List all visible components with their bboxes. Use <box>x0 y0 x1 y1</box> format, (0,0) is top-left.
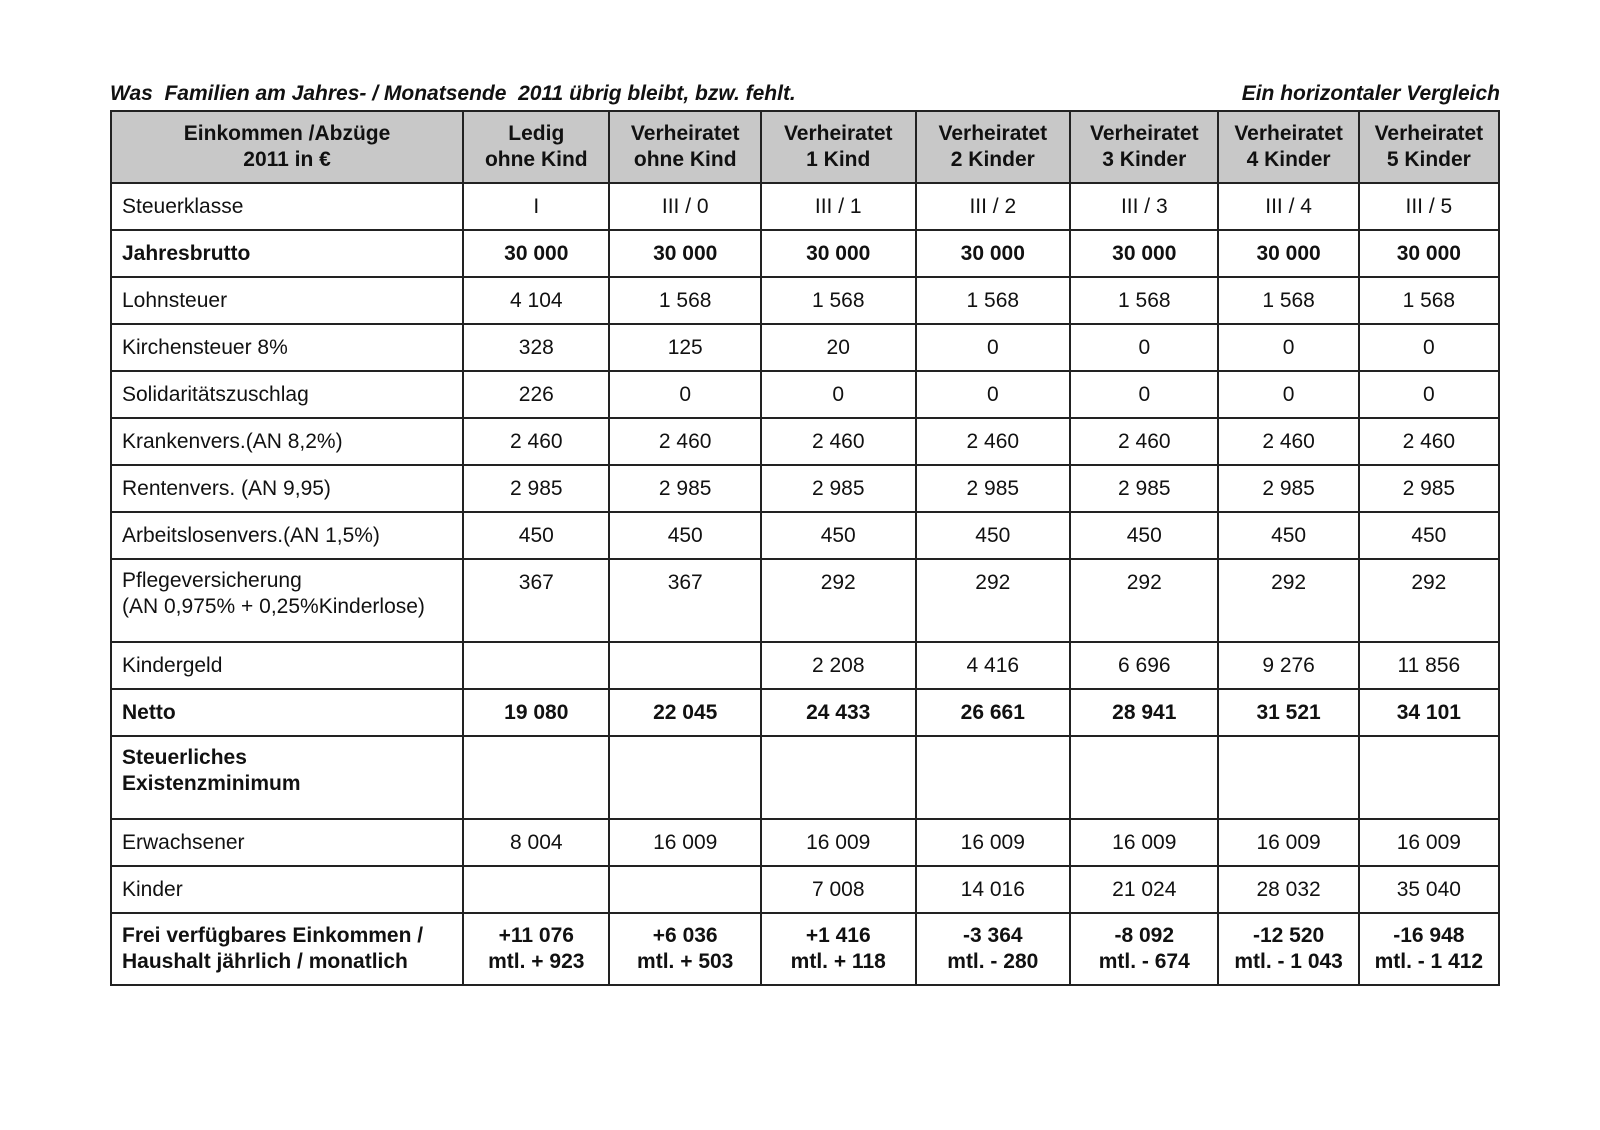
table-cell: 450 <box>1070 512 1218 559</box>
table-cell: 292 <box>916 559 1071 642</box>
comparison-table <box>110 110 1500 986</box>
table-cell: 19 080 <box>463 689 609 736</box>
table-cell: 30 000 <box>916 230 1071 277</box>
table-cell: 22 045 <box>609 689 760 736</box>
table-cell: 292 <box>1070 559 1218 642</box>
table-cell: 2 985 <box>761 465 916 512</box>
table-cell: 1 568 <box>916 277 1071 324</box>
column-header-income: Einkommen /Abzüge 2011 in € <box>111 111 463 183</box>
table-cell: 28 032 <box>1218 866 1358 913</box>
table-cell: 11 856 <box>1359 642 1499 689</box>
table-cell: 35 040 <box>1359 866 1499 913</box>
table-header-row <box>111 111 1499 183</box>
table-row <box>111 230 1499 277</box>
row-label: Arbeitslosenvers.(AN 1,5%) <box>111 512 463 559</box>
table-cell: 8 004 <box>463 819 609 866</box>
table-cell <box>609 736 760 819</box>
table-row <box>111 183 1499 230</box>
column-header-married-3-children: Verheiratet 3 Kinder <box>1070 111 1218 183</box>
table-cell: 1 568 <box>1218 277 1358 324</box>
table-cell: 16 009 <box>1070 819 1218 866</box>
table-cell: +6 036 mtl. + 503 <box>609 913 760 985</box>
table-cell: 2 985 <box>1218 465 1358 512</box>
table-cell: 367 <box>463 559 609 642</box>
row-label: Netto <box>111 689 463 736</box>
table-cell: 328 <box>463 324 609 371</box>
table-cell: 2 985 <box>1359 465 1499 512</box>
table-cell: 30 000 <box>761 230 916 277</box>
table-row <box>111 371 1499 418</box>
table-cell: 292 <box>761 559 916 642</box>
table-cell: 292 <box>1218 559 1358 642</box>
table-cell: 450 <box>1218 512 1358 559</box>
table-cell <box>1218 736 1358 819</box>
row-label: Frei verfügbares Einkommen / Haushalt jährlich / monatlich <box>111 913 463 985</box>
table-cell: 30 000 <box>1359 230 1499 277</box>
row-label: Erwachsener <box>111 819 463 866</box>
row-label: Steuerliches Existenzminimum <box>111 736 463 819</box>
table-cell: 7 008 <box>761 866 916 913</box>
table-row <box>111 866 1499 913</box>
table-cell: 2 460 <box>1359 418 1499 465</box>
table-cell: 2 985 <box>463 465 609 512</box>
table-cell <box>916 736 1071 819</box>
table-row <box>111 642 1499 689</box>
table-cell: 31 521 <box>1218 689 1358 736</box>
table-cell: III / 5 <box>1359 183 1499 230</box>
table-row <box>111 913 1499 985</box>
table-cell: 0 <box>1070 371 1218 418</box>
table-cell: 2 460 <box>761 418 916 465</box>
table-cell: 30 000 <box>463 230 609 277</box>
table-cell: +11 076 mtl. + 923 <box>463 913 609 985</box>
table-cell: 34 101 <box>1359 689 1499 736</box>
column-header-married-no-child: Verheiratet ohne Kind <box>609 111 760 183</box>
table-cell <box>1359 736 1499 819</box>
table-cell: 0 <box>916 371 1071 418</box>
table-cell: 6 696 <box>1070 642 1218 689</box>
table-cell: 14 016 <box>916 866 1071 913</box>
table-cell: 2 985 <box>1070 465 1218 512</box>
table-cell: 26 661 <box>916 689 1071 736</box>
table-cell: -12 520 mtl. - 1 043 <box>1218 913 1358 985</box>
table-cell: 1 568 <box>761 277 916 324</box>
table-cell: 0 <box>1359 371 1499 418</box>
column-header-married-5-children: Verheiratet 5 Kinder <box>1359 111 1499 183</box>
table-cell: 226 <box>463 371 609 418</box>
table-body <box>111 183 1499 985</box>
table-cell: 2 460 <box>609 418 760 465</box>
table-cell: -16 948 mtl. - 1 412 <box>1359 913 1499 985</box>
table-cell: 0 <box>1359 324 1499 371</box>
table-cell: 367 <box>609 559 760 642</box>
row-label: Solidaritätszuschlag <box>111 371 463 418</box>
table-cell: 450 <box>916 512 1071 559</box>
table-cell: III / 1 <box>761 183 916 230</box>
table-cell: 450 <box>761 512 916 559</box>
table-cell: 292 <box>1359 559 1499 642</box>
table-cell: +1 416 mtl. + 118 <box>761 913 916 985</box>
row-label: Jahresbrutto <box>111 230 463 277</box>
table-cell: 28 941 <box>1070 689 1218 736</box>
table-cell: 0 <box>916 324 1071 371</box>
table-cell: 450 <box>609 512 760 559</box>
row-label: Kirchensteuer 8% <box>111 324 463 371</box>
row-label: Lohnsteuer <box>111 277 463 324</box>
table-cell: 16 009 <box>761 819 916 866</box>
table-cell <box>609 866 760 913</box>
row-label: Kindergeld <box>111 642 463 689</box>
row-label: Steuerklasse <box>111 183 463 230</box>
table-cell: 20 <box>761 324 916 371</box>
table-cell <box>1070 736 1218 819</box>
table-cell <box>609 642 760 689</box>
table-row <box>111 559 1499 642</box>
document-subtitle: Ein horizontaler Vergleich <box>1241 82 1500 105</box>
table-cell: -8 092 mtl. - 674 <box>1070 913 1218 985</box>
table-cell: 2 985 <box>609 465 760 512</box>
table-cell: 30 000 <box>609 230 760 277</box>
table-cell <box>761 736 916 819</box>
table-cell: 4 416 <box>916 642 1071 689</box>
column-header-married-1-child: Verheiratet 1 Kind <box>761 111 916 183</box>
table-row <box>111 512 1499 559</box>
table-cell <box>463 642 609 689</box>
table-cell: III / 3 <box>1070 183 1218 230</box>
table-cell: 450 <box>1359 512 1499 559</box>
table-cell: 0 <box>609 371 760 418</box>
table-cell: 1 568 <box>609 277 760 324</box>
table-cell: 24 433 <box>761 689 916 736</box>
table-cell: 16 009 <box>916 819 1071 866</box>
row-label: Krankenvers.(AN 8,2%) <box>111 418 463 465</box>
table-cell: 30 000 <box>1070 230 1218 277</box>
table-cell: 2 460 <box>1218 418 1358 465</box>
table-cell: 0 <box>761 371 916 418</box>
table-cell <box>463 866 609 913</box>
row-label: Kinder <box>111 866 463 913</box>
table-row <box>111 324 1499 371</box>
table-cell: III / 0 <box>609 183 760 230</box>
table-cell: I <box>463 183 609 230</box>
table-cell: 2 208 <box>761 642 916 689</box>
row-label: Rentenvers. (AN 9,95) <box>111 465 463 512</box>
table-cell: 125 <box>609 324 760 371</box>
table-cell: 30 000 <box>1218 230 1358 277</box>
column-header-single: Ledig ohne Kind <box>463 111 609 183</box>
table-cell: 0 <box>1218 324 1358 371</box>
table-cell: 16 009 <box>609 819 760 866</box>
table-cell: 450 <box>463 512 609 559</box>
table-row <box>111 465 1499 512</box>
table-cell: 2 460 <box>1070 418 1218 465</box>
table-cell: III / 4 <box>1218 183 1358 230</box>
row-label: Pflegeversicherung (AN 0,975% + 0,25%Kinderlose) <box>111 559 463 642</box>
document-title: Was Familien am Jahres- / Monatsende 2011 übrig bleibt, bzw. fehlt. <box>110 82 796 105</box>
table-cell: 1 568 <box>1070 277 1218 324</box>
table-cell: 21 024 <box>1070 866 1218 913</box>
table-row <box>111 277 1499 324</box>
table-cell <box>463 736 609 819</box>
table-cell: 2 985 <box>916 465 1071 512</box>
table-cell: 9 276 <box>1218 642 1358 689</box>
table-cell: 0 <box>1070 324 1218 371</box>
table-row <box>111 689 1499 736</box>
table-cell: 0 <box>1218 371 1358 418</box>
table-cell: 2 460 <box>463 418 609 465</box>
table-cell: 2 460 <box>916 418 1071 465</box>
table-row <box>111 736 1499 819</box>
table-cell: 1 568 <box>1359 277 1499 324</box>
table-cell: 4 104 <box>463 277 609 324</box>
table-row <box>111 418 1499 465</box>
table-cell: 16 009 <box>1359 819 1499 866</box>
column-header-married-4-children: Verheiratet 4 Kinder <box>1218 111 1358 183</box>
table-cell: III / 2 <box>916 183 1071 230</box>
table-cell: 16 009 <box>1218 819 1358 866</box>
table-cell: -3 364 mtl. - 280 <box>916 913 1071 985</box>
column-header-married-2-children: Verheiratet 2 Kinder <box>916 111 1071 183</box>
document-header <box>110 82 1500 110</box>
table-row <box>111 819 1499 866</box>
